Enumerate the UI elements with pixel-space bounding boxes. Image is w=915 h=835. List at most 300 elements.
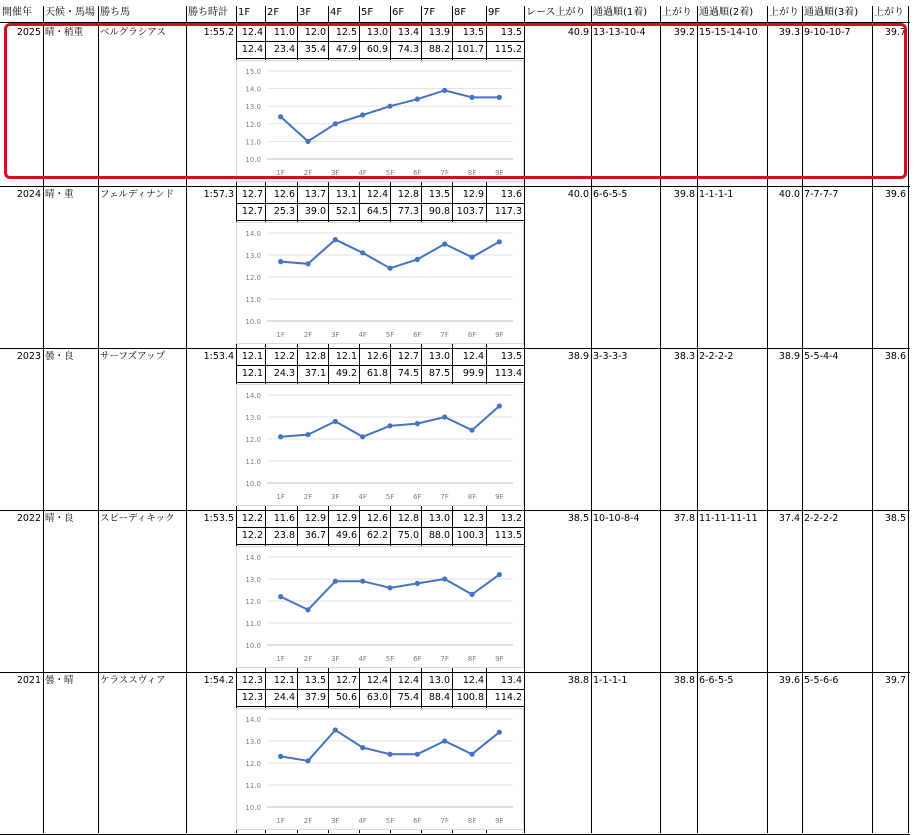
lap-time[interactable]: 12.2: [241, 513, 263, 524]
passing-order-2nd[interactable]: 2-2-2-2: [699, 351, 734, 362]
x-tick-label: 8F: [467, 331, 477, 339]
winner-name[interactable]: ベルグラシアス: [100, 27, 166, 38]
passing-order-2nd[interactable]: 1-1-1-1: [699, 189, 734, 200]
winner-name[interactable]: サーフズアップ: [100, 351, 165, 362]
passing-order-3rd[interactable]: 7-7-7-7: [804, 189, 839, 200]
lap-data-point: [497, 572, 502, 577]
lap-time[interactable]: 12.1: [273, 675, 295, 686]
cumulative-time[interactable]: 37.9: [304, 692, 326, 703]
x-tick-label: 9F: [495, 493, 504, 501]
cumulative-time[interactable]: 64.5: [366, 206, 388, 217]
lap-data-point: [415, 752, 420, 757]
lap-data-point: [278, 259, 283, 264]
lap-chart-svg: [237, 385, 525, 507]
winner-name[interactable]: ケラススヴィア: [100, 675, 166, 686]
last-3f-3rd[interactable]: 39.6: [884, 189, 906, 200]
x-tick-label: 2F: [303, 655, 313, 663]
cumulative-row-divider: [236, 58, 524, 59]
lap-time[interactable]: 12.4: [241, 27, 263, 38]
lap-time[interactable]: 12.7: [241, 189, 263, 200]
lap-chart-svg: [237, 547, 525, 669]
lap-data-point: [387, 585, 392, 590]
lap-data-point: [278, 754, 283, 759]
column-header[interactable]: 5F: [361, 7, 374, 18]
x-tick-label: 5F: [385, 817, 395, 825]
cumulative-time[interactable]: 60.9: [366, 44, 388, 55]
cumulative-time[interactable]: 12.3: [241, 692, 263, 703]
race-year[interactable]: 2023: [16, 351, 41, 362]
cumulative-time[interactable]: 90.8: [428, 206, 450, 217]
column-header[interactable]: 上がり: [874, 7, 904, 18]
cumulative-row-divider: [236, 382, 524, 383]
cumulative-time[interactable]: 100.3: [456, 530, 484, 541]
passing-order-1st[interactable]: 13-13-10-4: [593, 27, 646, 38]
x-tick-label: 7F: [440, 493, 449, 501]
lap-data-point: [333, 727, 338, 732]
last-3f-3rd[interactable]: 39.7: [884, 27, 906, 38]
lap-time[interactable]: 13.5: [500, 351, 522, 362]
column-header[interactable]: 開催年: [2, 7, 32, 18]
lap-time[interactable]: 13.0: [366, 27, 388, 38]
lap-chart: [236, 384, 524, 506]
column-header[interactable]: 通過順(3着): [804, 7, 859, 18]
x-tick-label: 2F: [303, 169, 313, 177]
x-tick-label: 1F: [276, 331, 285, 339]
lap-time[interactable]: 11.6: [273, 513, 295, 524]
lap-data-point: [442, 241, 447, 246]
lap-row-divider: [236, 203, 524, 204]
race-weather[interactable]: 曇・良: [45, 351, 74, 362]
column-divider: [697, 6, 698, 833]
x-tick-label: 6F: [413, 169, 422, 177]
lap-data-point: [360, 112, 365, 117]
cumulative-time[interactable]: 100.8: [456, 692, 484, 703]
lap-data-point: [497, 239, 502, 244]
cumulative-time[interactable]: 25.3: [273, 206, 295, 217]
lap-time[interactable]: 13.4: [500, 675, 522, 686]
cumulative-time[interactable]: 39.0: [304, 206, 326, 217]
lap-time[interactable]: 12.6: [366, 351, 388, 362]
lap-data-point: [360, 745, 365, 750]
last-3f-1st[interactable]: 38.8: [673, 675, 695, 686]
lap-time[interactable]: 12.4: [366, 675, 388, 686]
last-3f-2nd[interactable]: 38.9: [778, 351, 800, 362]
cumulative-time[interactable]: 49.2: [335, 368, 357, 379]
lap-data-point: [387, 266, 392, 271]
lap-data-point: [305, 139, 310, 144]
lap-time[interactable]: 12.5: [335, 27, 357, 38]
lap-time[interactable]: 13.5: [500, 27, 522, 38]
y-tick-label: 10.0: [245, 480, 261, 488]
cumulative-time[interactable]: 62.2: [366, 530, 388, 541]
y-tick-label: 13.0: [245, 103, 261, 112]
cumulative-time[interactable]: 23.8: [273, 530, 295, 541]
x-tick-label: 3F: [331, 655, 340, 663]
column-header[interactable]: 通過順(2着): [699, 7, 754, 18]
lap-row-divider: [236, 689, 524, 690]
last-3f-3rd[interactable]: 38.5: [884, 513, 906, 524]
lap-data-point: [360, 434, 365, 439]
x-tick-label: 2F: [303, 493, 313, 501]
cumulative-time[interactable]: 50.6: [335, 692, 357, 703]
lap-time[interactable]: 11.0: [273, 27, 295, 38]
y-tick-label: 12.0: [245, 598, 261, 606]
cumulative-time[interactable]: 47.9: [335, 44, 357, 55]
lap-data-point: [415, 581, 420, 586]
cumulative-time[interactable]: 12.2: [241, 530, 263, 541]
y-tick-label: 14.0: [245, 554, 261, 562]
lap-chart-svg: [237, 223, 525, 345]
passing-order-1st[interactable]: 3-3-3-3: [593, 351, 628, 362]
race-year[interactable]: 2022: [16, 513, 41, 524]
race-weather[interactable]: 曇・晴: [45, 675, 74, 686]
last-3f-1st[interactable]: 39.2: [673, 27, 695, 38]
last-3f-2nd[interactable]: 39.3: [778, 27, 800, 38]
lap-time[interactable]: 12.3: [241, 675, 263, 686]
x-tick-label: 2F: [303, 817, 313, 825]
cumulative-time[interactable]: 113.5: [494, 530, 522, 541]
y-tick-label: 11.0: [245, 620, 261, 628]
winner-name[interactable]: フェルディナンド: [100, 189, 175, 200]
cumulative-time[interactable]: 114.2: [494, 692, 522, 703]
x-tick-label: 3F: [331, 169, 340, 177]
passing-order-2nd[interactable]: 15-15-14-10: [699, 27, 758, 38]
x-tick-label: 8F: [467, 169, 477, 177]
lap-time[interactable]: 12.6: [273, 189, 295, 200]
x-tick-label: 8F: [467, 817, 477, 825]
cumulative-row-divider: [236, 220, 524, 221]
cumulative-time[interactable]: 74.5: [397, 368, 419, 379]
column-header[interactable]: 天候・馬場: [45, 7, 95, 18]
lap-data-point: [469, 752, 474, 757]
win-time[interactable]: 1:55.2: [203, 27, 234, 38]
cumulative-time[interactable]: 113.4: [494, 368, 522, 379]
cumulative-time[interactable]: 88.4: [428, 692, 450, 703]
lap-chart-svg: [237, 709, 525, 831]
last-3f-2nd[interactable]: 37.4: [778, 513, 800, 524]
lap-time[interactable]: 12.8: [397, 513, 419, 524]
race-weather[interactable]: 晴・重: [45, 189, 74, 200]
lap-data-point: [469, 95, 474, 100]
column-header[interactable]: 3F: [299, 7, 312, 18]
x-tick-label: 6F: [413, 331, 422, 339]
x-tick-label: 4F: [358, 331, 367, 339]
x-tick-label: 1F: [276, 817, 285, 825]
x-tick-label: 9F: [495, 331, 504, 339]
column-header[interactable]: 7F: [423, 7, 436, 18]
last-3f-3rd[interactable]: 38.6: [884, 351, 906, 362]
lap-time[interactable]: 13.0: [428, 675, 450, 686]
passing-order-1st[interactable]: 6-6-5-5: [593, 189, 628, 200]
cumulative-time[interactable]: 52.1: [335, 206, 357, 217]
lap-time[interactable]: 12.2: [273, 351, 295, 362]
x-tick-label: 9F: [495, 655, 504, 663]
cumulative-time[interactable]: 77.3: [397, 206, 419, 217]
lap-data-point: [333, 579, 338, 584]
lap-data-point: [333, 237, 338, 242]
lap-data-point: [278, 594, 283, 599]
x-tick-label: 1F: [276, 169, 285, 177]
race-last-3f[interactable]: 38.9: [567, 351, 589, 362]
lap-data-point: [387, 104, 392, 109]
win-time[interactable]: 1:54.2: [203, 675, 234, 686]
lap-data-point: [305, 758, 310, 763]
cumulative-time[interactable]: 24.4: [273, 692, 295, 703]
x-tick-label: 9F: [495, 817, 504, 825]
y-tick-label: 10.0: [245, 642, 261, 650]
lap-time[interactable]: 13.0: [428, 351, 450, 362]
race-year[interactable]: 2021: [16, 675, 41, 686]
last-3f-3rd[interactable]: 39.7: [884, 675, 906, 686]
column-divider: [872, 6, 873, 833]
y-tick-label: 10.0: [245, 804, 261, 812]
lap-time[interactable]: 12.1: [335, 351, 357, 362]
win-time[interactable]: 1:57.3: [203, 189, 234, 200]
passing-order-1st[interactable]: 1-1-1-1: [593, 675, 628, 686]
cumulative-time[interactable]: 99.9: [462, 368, 484, 379]
lap-time[interactable]: 12.1: [241, 351, 263, 362]
lap-data-point: [442, 576, 447, 581]
cumulative-time[interactable]: 12.4: [241, 44, 263, 55]
column-header[interactable]: 8F: [454, 7, 467, 18]
y-tick-label: 10.0: [245, 318, 261, 326]
y-tick-label: 12.0: [245, 760, 261, 768]
race-year[interactable]: 2024: [16, 189, 41, 200]
x-tick-label: 6F: [413, 493, 422, 501]
column-header[interactable]: 勝ち馬: [100, 7, 130, 18]
race-last-3f[interactable]: 38.8: [567, 675, 589, 686]
column-header[interactable]: レース上がり: [526, 7, 586, 18]
x-tick-label: 4F: [358, 655, 367, 663]
lap-time[interactable]: 13.9: [428, 27, 450, 38]
column-header[interactable]: 勝ち時計: [188, 7, 228, 18]
cumulative-time[interactable]: 36.7: [304, 530, 326, 541]
x-tick-label: 8F: [467, 655, 477, 663]
x-tick-label: 6F: [413, 655, 422, 663]
race-last-3f[interactable]: 40.9: [567, 27, 589, 38]
lap-time[interactable]: 12.4: [366, 189, 388, 200]
y-tick-label: 11.0: [245, 296, 261, 304]
lap-time[interactable]: 13.5: [428, 189, 450, 200]
x-tick-label: 2F: [303, 331, 313, 339]
lap-data-point: [333, 121, 338, 126]
lap-time[interactable]: 13.4: [397, 27, 419, 38]
last-3f-1st[interactable]: 38.3: [673, 351, 695, 362]
lap-row-divider: [236, 527, 524, 528]
x-tick-label: 1F: [276, 655, 285, 663]
passing-order-2nd[interactable]: 6-6-5-5: [699, 675, 734, 686]
cumulative-time[interactable]: 117.3: [494, 206, 522, 217]
lap-time[interactable]: 13.5: [304, 675, 326, 686]
last-3f-1st[interactable]: 37.8: [673, 513, 695, 524]
cumulative-time[interactable]: 103.7: [456, 206, 484, 217]
lap-data-point: [497, 403, 502, 408]
column-header[interactable]: 通過順(1着): [593, 7, 648, 18]
y-tick-label: 15.0: [245, 68, 261, 76]
lap-series-line: [281, 406, 500, 437]
passing-order-3rd[interactable]: 9-10-10-7: [804, 27, 851, 38]
cumulative-time[interactable]: 12.7: [241, 206, 263, 217]
x-tick-label: 3F: [331, 817, 340, 825]
y-tick-label: 13.0: [245, 576, 261, 584]
cumulative-time[interactable]: 88.2: [428, 44, 450, 55]
x-tick-label: 7F: [440, 331, 449, 339]
lap-time[interactable]: 12.6: [366, 513, 388, 524]
lap-data-point: [387, 423, 392, 428]
passing-order-1st[interactable]: 10-10-8-4: [593, 513, 640, 524]
lap-data-point: [387, 752, 392, 757]
column-header[interactable]: 9F: [488, 7, 501, 18]
cumulative-time[interactable]: 63.0: [366, 692, 388, 703]
race-last-3f[interactable]: 38.5: [567, 513, 589, 524]
y-tick-label: 13.0: [245, 738, 261, 746]
lap-time[interactable]: 12.7: [335, 675, 357, 686]
lap-data-point: [469, 428, 474, 433]
lap-data-point: [442, 738, 447, 743]
lap-time[interactable]: 13.0: [428, 513, 450, 524]
column-header[interactable]: 1F: [238, 7, 251, 18]
lap-data-point: [497, 95, 502, 100]
lap-time[interactable]: 13.7: [304, 189, 326, 200]
x-tick-label: 9F: [495, 169, 504, 177]
y-tick-label: 14.0: [245, 85, 261, 94]
y-tick-label: 14.0: [245, 230, 261, 238]
last-3f-2nd[interactable]: 39.6: [778, 675, 800, 686]
lap-data-point: [497, 730, 502, 735]
lap-time[interactable]: 12.4: [462, 351, 484, 362]
x-tick-label: 7F: [440, 655, 449, 663]
column-header[interactable]: 2F: [267, 7, 280, 18]
lap-chart: [236, 546, 524, 668]
cumulative-time[interactable]: 23.4: [273, 44, 295, 55]
win-time[interactable]: 1:53.4: [203, 351, 234, 362]
lap-data-point: [442, 414, 447, 419]
last-3f-1st[interactable]: 39.8: [673, 189, 695, 200]
y-tick-label: 11.0: [245, 458, 261, 466]
cumulative-time[interactable]: 35.4: [304, 44, 326, 55]
column-divider: [591, 6, 592, 833]
lap-time[interactable]: 12.8: [397, 189, 419, 200]
lap-time[interactable]: 12.7: [397, 351, 419, 362]
cumulative-time[interactable]: 37.1: [304, 368, 326, 379]
column-divider: [98, 6, 99, 833]
lap-time[interactable]: 12.9: [304, 513, 326, 524]
lap-time[interactable]: 13.6: [500, 189, 522, 200]
lap-time[interactable]: 12.4: [462, 675, 484, 686]
y-tick-label: 12.0: [245, 436, 261, 444]
lap-time[interactable]: 12.0: [304, 27, 326, 38]
cumulative-row-divider: [236, 544, 524, 545]
lap-time[interactable]: 12.3: [462, 513, 484, 524]
y-tick-label: 10.0: [245, 156, 261, 164]
lap-time[interactable]: 12.9: [462, 189, 484, 200]
race-weather[interactable]: 晴・良: [45, 513, 74, 524]
x-tick-label: 4F: [358, 169, 367, 177]
cumulative-time[interactable]: 75.0: [397, 530, 419, 541]
cumulative-time[interactable]: 75.4: [397, 692, 419, 703]
cumulative-time[interactable]: 115.2: [494, 44, 522, 55]
last-3f-2nd[interactable]: 40.0: [778, 189, 800, 200]
lap-data-point: [469, 592, 474, 597]
cumulative-time[interactable]: 61.8: [366, 368, 388, 379]
y-tick-label: 12.0: [245, 274, 261, 282]
lap-data-point: [415, 257, 420, 262]
column-divider: [802, 6, 803, 833]
passing-order-2nd[interactable]: 11-11-11-11: [699, 513, 758, 524]
cumulative-time[interactable]: 74.3: [397, 44, 419, 55]
y-tick-label: 14.0: [245, 392, 261, 400]
passing-order-3rd[interactable]: 5-5-4-4: [804, 351, 839, 362]
y-tick-label: 13.0: [245, 414, 261, 422]
x-tick-label: 1F: [276, 493, 285, 501]
cumulative-time[interactable]: 88.0: [428, 530, 450, 541]
lap-data-point: [278, 434, 283, 439]
x-tick-label: 7F: [440, 817, 449, 825]
race-weather[interactable]: 晴・稍重: [45, 27, 84, 38]
column-divider: [660, 6, 661, 833]
race-year[interactable]: 2025: [16, 27, 41, 38]
lap-time[interactable]: 12.4: [397, 675, 419, 686]
lap-chart: [236, 60, 524, 182]
column-header[interactable]: 4F: [330, 7, 343, 18]
cumulative-time[interactable]: 12.1: [241, 368, 263, 379]
x-tick-label: 5F: [385, 655, 395, 663]
x-tick-label: 3F: [331, 331, 340, 339]
lap-data-point: [469, 255, 474, 260]
cumulative-time[interactable]: 24.3: [273, 368, 295, 379]
lap-chart-svg: [237, 61, 525, 183]
cumulative-row-divider: [236, 706, 524, 707]
lap-series-line: [281, 90, 500, 141]
lap-time[interactable]: 12.9: [335, 513, 357, 524]
column-divider: [186, 6, 187, 833]
lap-row-divider: [236, 41, 524, 42]
winner-name[interactable]: スピーディキック: [100, 513, 175, 524]
lap-row-divider: [236, 365, 524, 366]
lap-chart: [236, 222, 524, 344]
lap-time[interactable]: 13.2: [500, 513, 522, 524]
lap-time[interactable]: 13.1: [335, 189, 357, 200]
header-border: [0, 22, 910, 23]
y-tick-label: 11.0: [245, 138, 261, 147]
lap-time[interactable]: 12.8: [304, 351, 326, 362]
y-tick-label: 13.0: [245, 252, 261, 260]
passing-order-3rd[interactable]: 2-2-2-2: [804, 513, 839, 524]
lap-data-point: [333, 419, 338, 424]
column-header[interactable]: 上がり: [662, 7, 692, 18]
x-tick-label: 4F: [358, 493, 367, 501]
cumulative-time[interactable]: 49.6: [335, 530, 357, 541]
passing-order-3rd[interactable]: 5-5-6-6: [804, 675, 839, 686]
lap-data-point: [305, 607, 310, 612]
column-header[interactable]: 上がり: [769, 7, 799, 18]
cumulative-time[interactable]: 87.5: [428, 368, 450, 379]
lap-data-point: [278, 114, 283, 119]
lap-data-point: [360, 250, 365, 255]
lap-data-point: [305, 432, 310, 437]
column-header[interactable]: 6F: [392, 7, 405, 18]
win-time[interactable]: 1:53.5: [203, 513, 234, 524]
x-tick-label: 8F: [467, 493, 477, 501]
cumulative-time[interactable]: 101.7: [456, 44, 484, 55]
x-tick-label: 5F: [385, 169, 395, 177]
race-last-3f[interactable]: 40.0: [567, 189, 589, 200]
y-tick-label: 14.0: [245, 716, 261, 724]
x-tick-label: 5F: [385, 493, 395, 501]
lap-time[interactable]: 13.5: [462, 27, 484, 38]
lap-data-point: [360, 579, 365, 584]
lap-data-point: [415, 97, 420, 102]
